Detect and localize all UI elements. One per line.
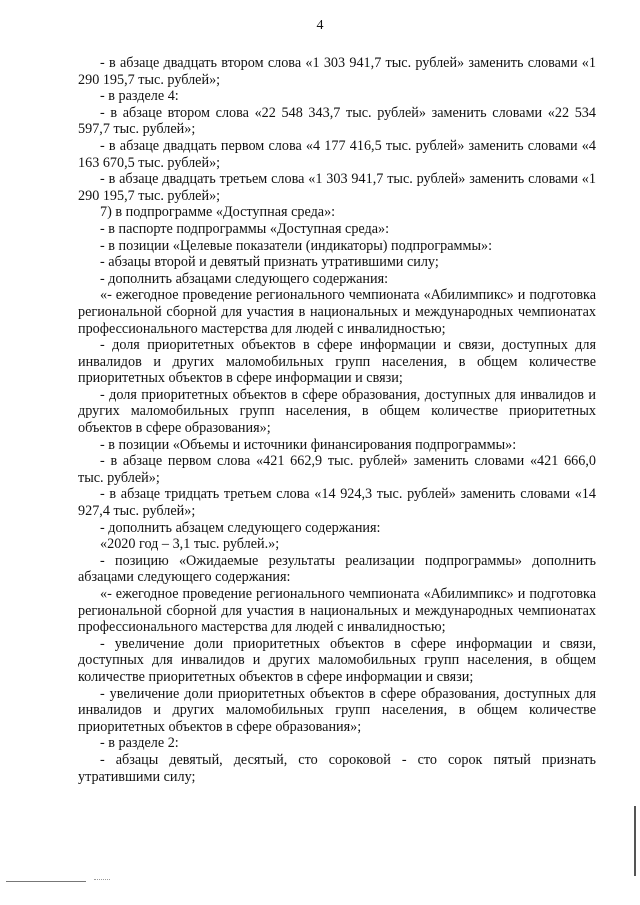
scan-footer-dots: [94, 879, 110, 881]
paragraph: - в позиции «Объемы и источники финансирования подпрограммы»:: [100, 436, 517, 453]
paragraph: - абзацы второй и девятый признать утратившими силу;: [100, 254, 439, 271]
page-number: 4: [316, 18, 324, 33]
paragraph: - в абзаце тридцать третьем слова «14 924,3 тыс. рублей» заменить словами «14 927,4 тыс. рублей»;: [78, 486, 596, 520]
paragraph: «- ежегодное проведение регионального чемпионата «Абилимпикс» и подготовка региональной сборной для участия в национальных и международных чемпионатах профессионального мастерства для людей с инвалидностью;: [78, 586, 596, 636]
paragraph: - в абзаце двадцать первом слова «4 177 416,5 тыс. рублей» заменить словами «4 163 670,5 тыс. рублей»;: [78, 137, 596, 171]
scan-edge-mark: [634, 806, 636, 876]
paragraph: - увеличение доли приоритетных объектов в сфере образования, доступных для инвалидов и других маломобильных групп населения, в общем количестве приоритетных объектов в сфере образования»;: [78, 685, 596, 735]
paragraph: - абзацы девятый, десятый, сто сороковой - сто сорок пятый признать утратившими силу;: [78, 751, 596, 785]
paragraph: - в разделе 2:: [100, 735, 179, 752]
paragraph: - в абзаце втором слова «22 548 343,7 тыс. рублей» заменить словами «22 534 597,7 тыс. рублей»;: [78, 104, 596, 138]
scan-footer-line: [6, 881, 86, 882]
paragraph: - позицию «Ожидаемые результаты реализации подпрограммы» дополнить абзацами следующего содержания:: [78, 552, 596, 586]
paragraph: «- ежегодное проведение регионального чемпионата «Абилимпикс» и подготовка региональной сборной для участия в национальных и международных чемпионатах профессионального мастерства для людей с инвалидностью;: [78, 287, 596, 337]
paragraph: - в позиции «Целевые показатели (индикаторы) подпрограммы»:: [100, 237, 493, 254]
paragraph: - в разделе 4:: [100, 88, 179, 105]
paragraph: - в паспорте подпрограммы «Доступная среда»:: [100, 220, 390, 237]
paragraph: - в абзаце двадцать втором слова «1 303 941,7 тыс. рублей» заменить словами «1 290 195,7 тыс. рублей»;: [78, 55, 596, 88]
document-body: [78, 55, 596, 785]
paragraph: «2020 год – 3,1 тыс. рублей.»;: [100, 536, 280, 553]
paragraph: - доля приоритетных объектов в сфере информации и связи, доступных для инвалидов и других маломобильных групп населения, в общем количестве приоритетных объектов в сфере информации и связи;: [78, 337, 596, 387]
paragraph: - дополнить абзацами следующего содержания:: [100, 270, 389, 287]
paragraph: - в абзаце двадцать третьем слова «1 303 941,7 тыс. рублей» заменить словами «1 290 195,7 тыс. рублей»;: [78, 171, 596, 204]
paragraph: - дополнить абзацем следующего содержания:: [100, 519, 381, 536]
paragraph: - в абзаце первом слова «421 662,9 тыс. рублей» заменить словами «421 666,0 тыс. рублей»;: [78, 453, 596, 486]
paragraph: - увеличение доли приоритетных объектов в сфере информации и связи, доступных для инвалидов и других маломобильных групп населения, в общем количестве приоритетных объектов в сфере информации и связи;: [78, 635, 596, 685]
paragraph: - доля приоритетных объектов в сфере образования, доступных для инвалидов и других маломобильных групп населения, в общем количестве приоритетных объектов в сфере образования»;: [78, 386, 596, 437]
paragraph: 7) в подпрограмме «Доступная среда»:: [100, 204, 336, 221]
